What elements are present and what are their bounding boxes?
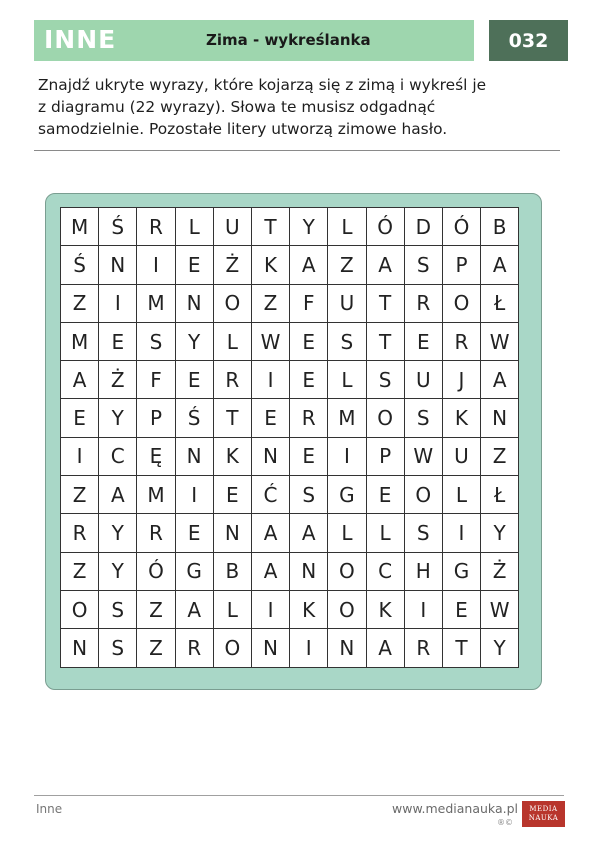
grid-cell[interactable]: M: [328, 399, 366, 437]
grid-cell[interactable]: N: [99, 246, 137, 284]
grid-cell[interactable]: I: [137, 246, 175, 284]
grid-cell[interactable]: Ż: [481, 553, 519, 591]
grid-cell[interactable]: E: [290, 438, 328, 476]
grid-cell[interactable]: E: [252, 399, 290, 437]
grid-cell[interactable]: Ć: [252, 476, 290, 514]
grid-cell[interactable]: O: [328, 591, 366, 629]
grid-cell[interactable]: T: [367, 323, 405, 361]
grid-cell[interactable]: R: [290, 399, 328, 437]
grid-cell[interactable]: E: [176, 361, 214, 399]
grid-cell[interactable]: G: [443, 553, 481, 591]
instructions-line: samodzielnie. Pozostałe litery utworzą zimowe hasło.: [38, 120, 448, 138]
grid-cell[interactable]: L: [443, 476, 481, 514]
grid-cell[interactable]: Y: [481, 629, 519, 667]
grid-cell[interactable]: Ó: [443, 208, 481, 246]
grid-cell[interactable]: W: [252, 323, 290, 361]
grid-cell[interactable]: E: [99, 323, 137, 361]
grid-cell[interactable]: A: [481, 246, 519, 284]
grid-cell[interactable]: H: [405, 553, 443, 591]
grid-cell[interactable]: R: [405, 629, 443, 667]
grid-cell[interactable]: Y: [290, 208, 328, 246]
grid-cell[interactable]: Ż: [214, 246, 252, 284]
grid-cell[interactable]: C: [99, 438, 137, 476]
grid-cell[interactable]: A: [290, 246, 328, 284]
grid-cell[interactable]: T: [443, 629, 481, 667]
grid-cell[interactable]: I: [252, 361, 290, 399]
grid-cell[interactable]: L: [214, 591, 252, 629]
grid-cell[interactable]: Y: [99, 553, 137, 591]
grid-cell[interactable]: S: [367, 361, 405, 399]
medianauka-logo: [522, 801, 565, 827]
grid-cell[interactable]: S: [290, 476, 328, 514]
grid-cell[interactable]: A: [367, 629, 405, 667]
grid-cell[interactable]: R: [137, 514, 175, 552]
grid-cell[interactable]: S: [137, 323, 175, 361]
grid-cell[interactable]: Y: [481, 514, 519, 552]
grid-cell[interactable]: N: [252, 438, 290, 476]
grid-cell[interactable]: O: [214, 629, 252, 667]
grid-cell[interactable]: Z: [252, 285, 290, 323]
grid-cell[interactable]: Z: [61, 476, 99, 514]
grid-cell[interactable]: W: [481, 323, 519, 361]
grid-cell[interactable]: Ś: [99, 208, 137, 246]
grid-cell[interactable]: I: [176, 476, 214, 514]
grid-cell[interactable]: R: [443, 323, 481, 361]
grid-cell[interactable]: K: [252, 246, 290, 284]
grid-cell[interactable]: U: [328, 285, 366, 323]
grid-cell[interactable]: S: [328, 323, 366, 361]
grid-cell[interactable]: A: [290, 514, 328, 552]
grid-cell[interactable]: M: [137, 285, 175, 323]
grid-cell[interactable]: E: [290, 323, 328, 361]
grid-cell[interactable]: Z: [61, 285, 99, 323]
grid-cell[interactable]: D: [405, 208, 443, 246]
grid-cell[interactable]: Ż: [99, 361, 137, 399]
grid-cell[interactable]: I: [61, 438, 99, 476]
grid-cell[interactable]: Z: [137, 629, 175, 667]
grid-cell[interactable]: A: [252, 514, 290, 552]
grid-cell[interactable]: F: [137, 361, 175, 399]
grid-cell[interactable]: N: [252, 629, 290, 667]
instructions: [38, 74, 508, 140]
grid-cell[interactable]: E: [367, 476, 405, 514]
grid-cell[interactable]: Ł: [481, 476, 519, 514]
grid-cell[interactable]: E: [443, 591, 481, 629]
header-bar: [34, 20, 474, 61]
grid-cell[interactable]: Y: [99, 514, 137, 552]
grid-cell[interactable]: Ó: [367, 208, 405, 246]
grid-cell[interactable]: P: [367, 438, 405, 476]
grid-cell[interactable]: S: [99, 591, 137, 629]
grid-cell[interactable]: Z: [61, 553, 99, 591]
grid-cell[interactable]: K: [214, 438, 252, 476]
grid-cell[interactable]: U: [405, 361, 443, 399]
grid-cell[interactable]: O: [367, 399, 405, 437]
grid-cell[interactable]: Z: [328, 246, 366, 284]
grid-cell[interactable]: E: [405, 323, 443, 361]
grid-cell[interactable]: I: [443, 514, 481, 552]
word-search-grid: [60, 207, 519, 668]
page-title: Zima - wykreślanka: [206, 31, 371, 49]
instructions-line: Znajdź ukryte wyrazy, które kojarzą się z zimą i wykreśl je: [38, 76, 487, 94]
grid-cell[interactable]: L: [328, 208, 366, 246]
grid-cell[interactable]: E: [61, 399, 99, 437]
grid-cell[interactable]: O: [328, 553, 366, 591]
grid-cell[interactable]: Z: [481, 438, 519, 476]
grid-cell[interactable]: C: [367, 553, 405, 591]
grid-cell[interactable]: N: [290, 553, 328, 591]
grid-cell[interactable]: A: [481, 361, 519, 399]
grid-cell[interactable]: A: [367, 246, 405, 284]
grid-cell[interactable]: S: [405, 399, 443, 437]
instructions-line: z diagramu (22 wyrazy). Słowa te musisz odgadnąć: [38, 98, 436, 116]
grid-cell[interactable]: M: [61, 208, 99, 246]
grid-cell[interactable]: L: [214, 323, 252, 361]
category-label: INNE: [44, 25, 117, 54]
footer-url[interactable]: www.medianauka.pl: [392, 801, 518, 816]
grid-cell[interactable]: N: [481, 399, 519, 437]
copyright-mark: ®©: [497, 818, 513, 827]
grid-cell[interactable]: U: [443, 438, 481, 476]
grid-cell[interactable]: R: [61, 514, 99, 552]
grid-cell[interactable]: Y: [176, 323, 214, 361]
grid-cell[interactable]: L: [328, 514, 366, 552]
grid-cell[interactable]: W: [481, 591, 519, 629]
grid-cell[interactable]: Z: [137, 591, 175, 629]
grid-cell[interactable]: E: [176, 514, 214, 552]
grid-cell[interactable]: Ś: [176, 399, 214, 437]
grid-cell[interactable]: S: [405, 514, 443, 552]
grid-cell[interactable]: S: [99, 629, 137, 667]
grid-cell[interactable]: A: [176, 591, 214, 629]
grid-cell[interactable]: R: [405, 285, 443, 323]
footer-divider: [34, 795, 564, 796]
grid-cell[interactable]: Ó: [137, 553, 175, 591]
grid-cell[interactable]: G: [176, 553, 214, 591]
grid-cell[interactable]: E: [290, 361, 328, 399]
grid-cell[interactable]: R: [176, 629, 214, 667]
grid-cell[interactable]: F: [290, 285, 328, 323]
grid-cell[interactable]: P: [137, 399, 175, 437]
grid-cell[interactable]: R: [137, 208, 175, 246]
grid-cell[interactable]: L: [328, 361, 366, 399]
grid-cell[interactable]: I: [290, 629, 328, 667]
grid-cell[interactable]: I: [252, 591, 290, 629]
grid-cell[interactable]: T: [367, 285, 405, 323]
grid-cell[interactable]: L: [176, 208, 214, 246]
grid-cell[interactable]: E: [176, 246, 214, 284]
grid-cell[interactable]: Ś: [61, 246, 99, 284]
grid-cell[interactable]: P: [443, 246, 481, 284]
grid-cell[interactable]: M: [137, 476, 175, 514]
grid-cell[interactable]: W: [405, 438, 443, 476]
grid-cell[interactable]: K: [443, 399, 481, 437]
logo-text: NAUKA: [528, 814, 559, 822]
grid-cell[interactable]: B: [214, 553, 252, 591]
grid-cell[interactable]: B: [481, 208, 519, 246]
grid-cell[interactable]: K: [290, 591, 328, 629]
grid-cell[interactable]: I: [405, 591, 443, 629]
grid-cell[interactable]: N: [176, 438, 214, 476]
grid-cell[interactable]: A: [61, 361, 99, 399]
grid-cell[interactable]: O: [443, 285, 481, 323]
grid-cell[interactable]: Ł: [481, 285, 519, 323]
grid-cell[interactable]: A: [252, 553, 290, 591]
grid-cell[interactable]: O: [405, 476, 443, 514]
grid-cell[interactable]: T: [214, 399, 252, 437]
grid-cell[interactable]: N: [61, 629, 99, 667]
grid-cell[interactable]: N: [176, 285, 214, 323]
footer-section: Inne: [36, 802, 63, 816]
grid-cell[interactable]: Ę: [137, 438, 175, 476]
grid-cell[interactable]: R: [214, 361, 252, 399]
grid-cell[interactable]: O: [214, 285, 252, 323]
divider: [34, 150, 560, 151]
grid-cell[interactable]: K: [367, 591, 405, 629]
grid-cell[interactable]: N: [214, 514, 252, 552]
grid-cell[interactable]: E: [214, 476, 252, 514]
grid-cell[interactable]: G: [328, 476, 366, 514]
logo-text: MEDIA: [529, 805, 558, 813]
grid-cell[interactable]: T: [252, 208, 290, 246]
grid-cell[interactable]: S: [405, 246, 443, 284]
grid-cell[interactable]: M: [61, 323, 99, 361]
grid-cell[interactable]: J: [443, 361, 481, 399]
grid-cell[interactable]: Y: [99, 399, 137, 437]
grid-cell[interactable]: O: [61, 591, 99, 629]
grid-cell[interactable]: A: [99, 476, 137, 514]
grid-cell[interactable]: U: [214, 208, 252, 246]
grid-cell[interactable]: L: [367, 514, 405, 552]
grid-cell[interactable]: I: [99, 285, 137, 323]
worksheet-number: 032: [489, 20, 568, 61]
grid-cell[interactable]: I: [328, 438, 366, 476]
grid-cell[interactable]: N: [328, 629, 366, 667]
